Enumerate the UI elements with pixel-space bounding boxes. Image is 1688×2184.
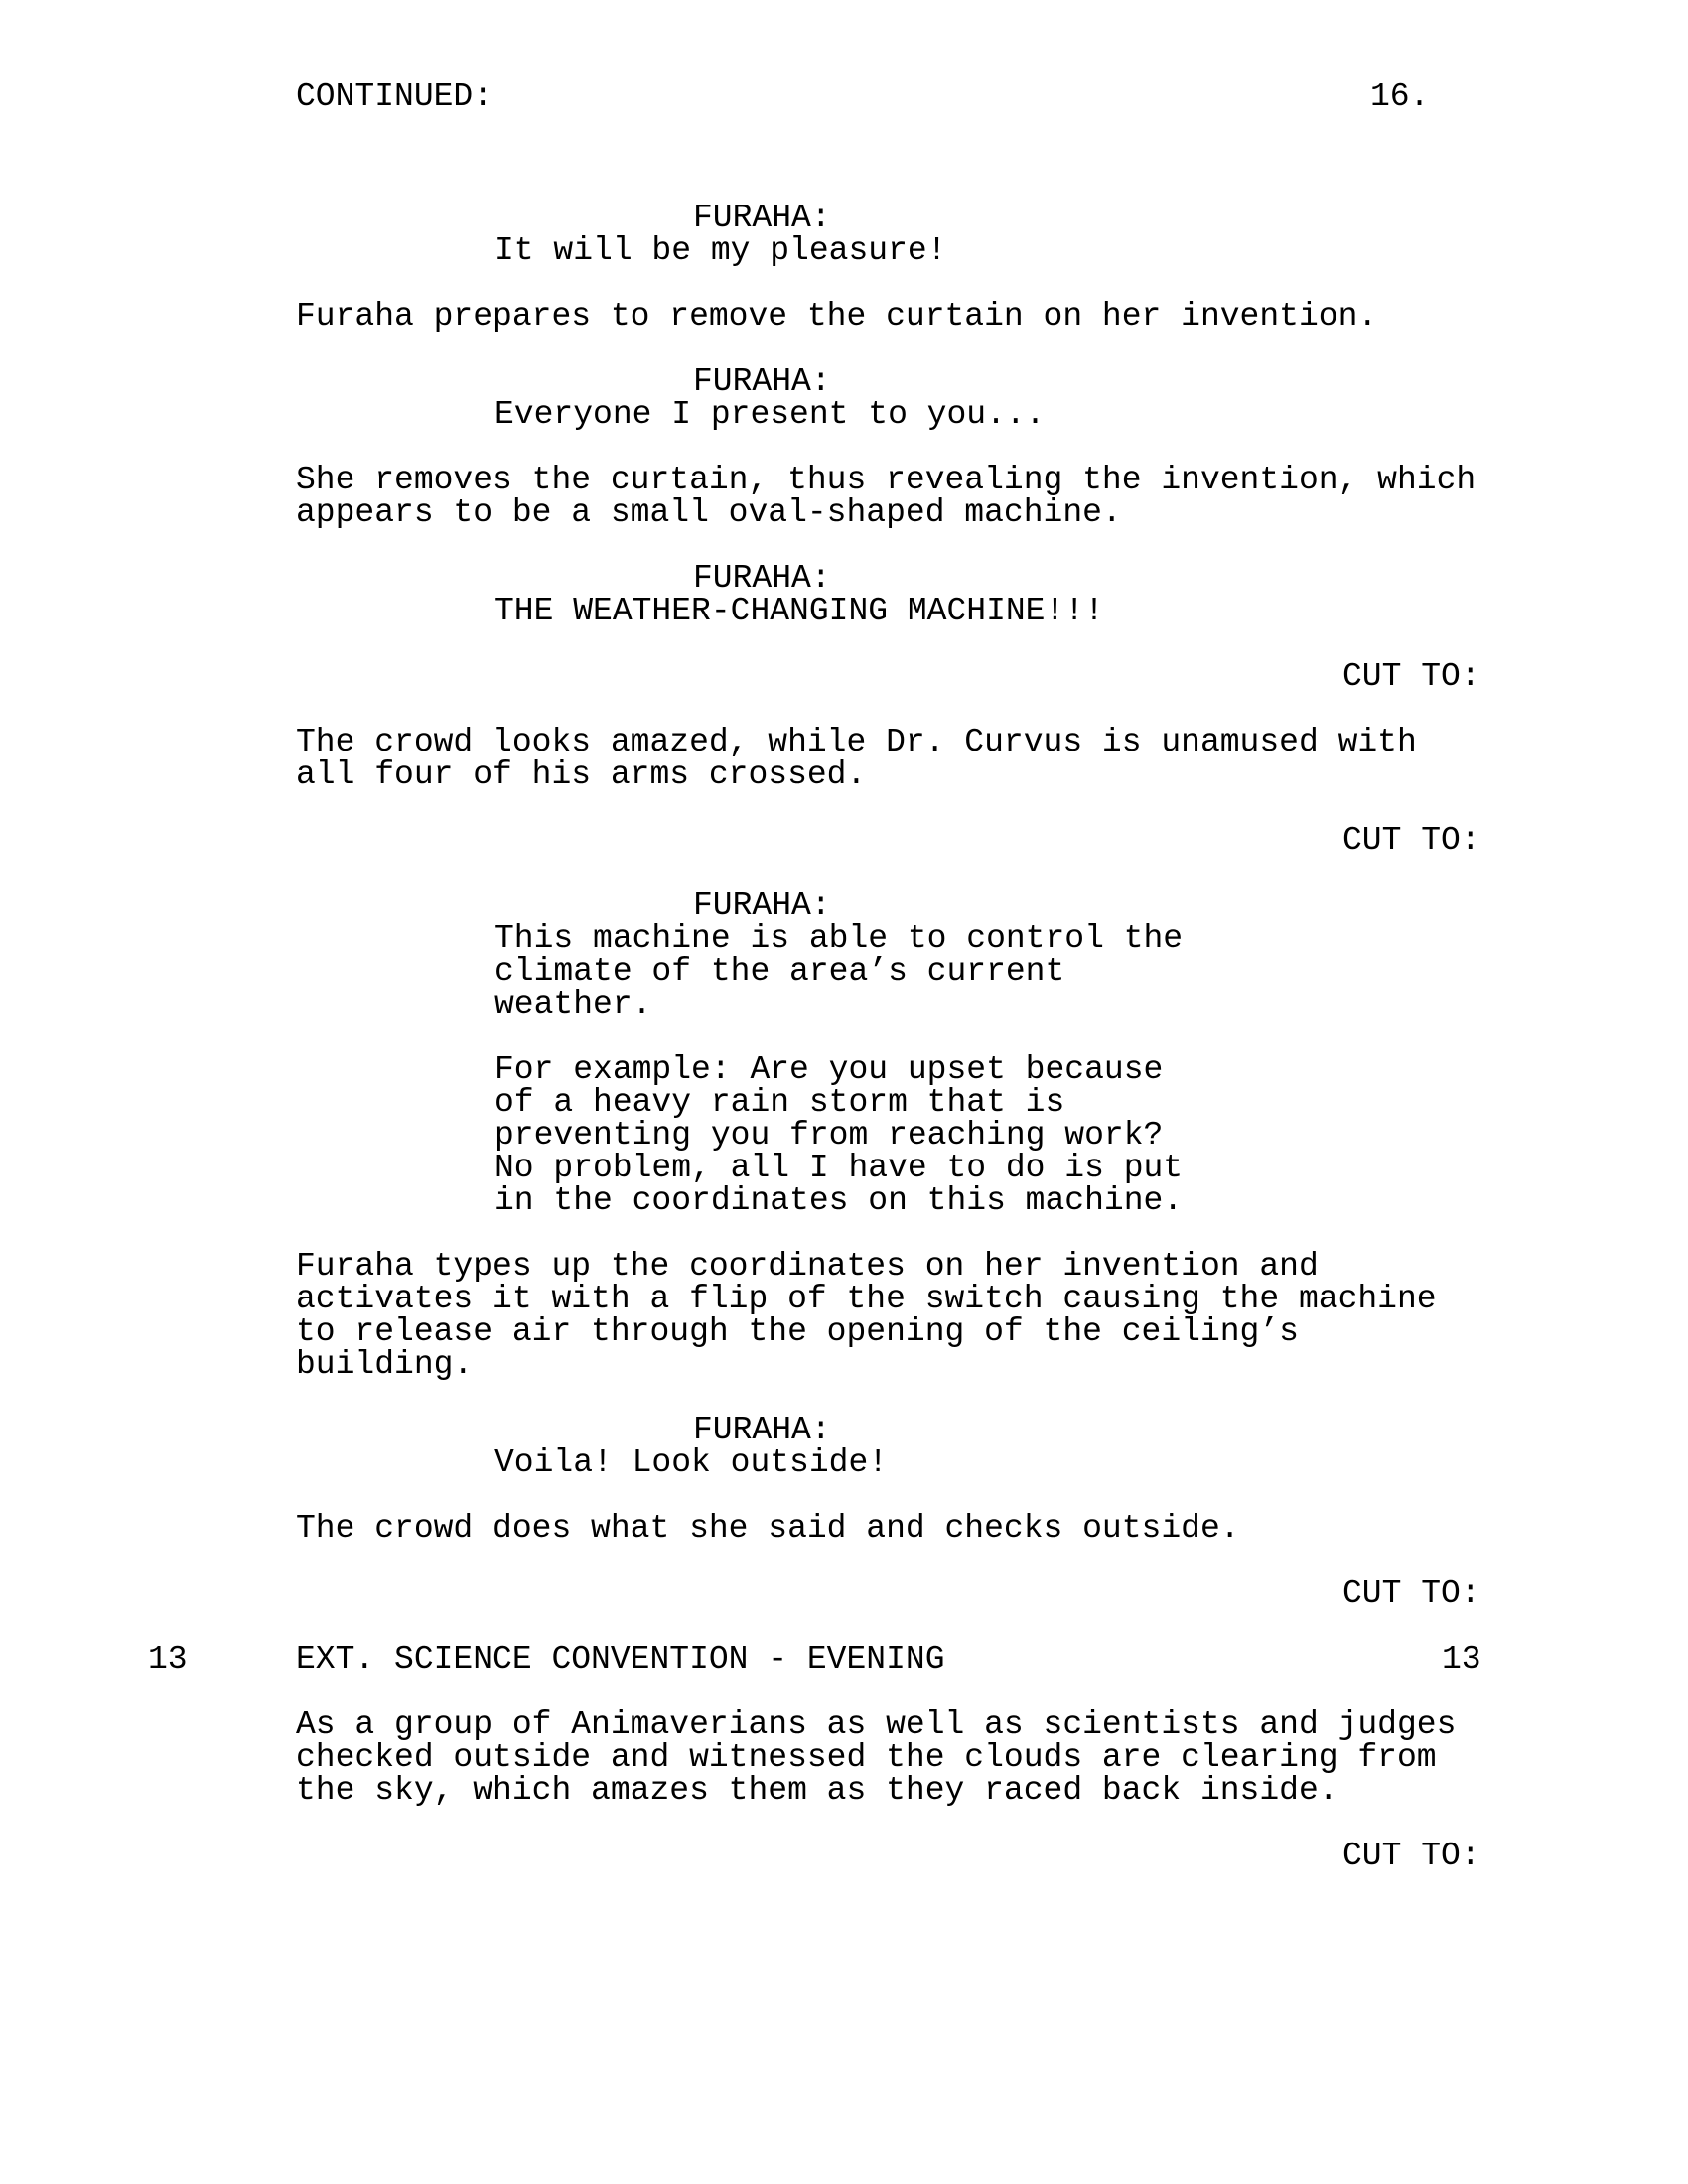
character-name: FURAHA: <box>693 200 831 236</box>
dialogue: Everyone I present to you... <box>494 396 1046 433</box>
action-line: Furaha types up the coordinates on her invention and <box>296 1248 1319 1285</box>
transition: CUT TO: <box>1342 1838 1480 1874</box>
action-line: activates it with a flip of the switch causing the machine <box>296 1281 1437 1317</box>
transition: CUT TO: <box>1342 658 1480 695</box>
scene-number-left: 13 <box>148 1641 188 1678</box>
dialogue: THE WEATHER-CHANGING MACHINE!!! <box>494 593 1104 629</box>
action-line: to release air through the opening of the ceiling’s <box>296 1313 1299 1350</box>
dialogue-line: For example: Are you upset because <box>494 1051 1164 1088</box>
page-number: 16. <box>1370 78 1430 115</box>
dialogue-line: This machine is able to control the <box>494 920 1184 957</box>
action-line: As a group of Animaverians as well as scientists and judges <box>296 1706 1457 1743</box>
continued-label: CONTINUED: <box>296 78 493 115</box>
dialogue-line: No problem, all I have to do is put <box>494 1150 1184 1186</box>
scene-heading: EXT. SCIENCE CONVENTION - EVENING <box>296 1641 945 1678</box>
transition: CUT TO: <box>1342 822 1480 859</box>
character-name: FURAHA: <box>693 363 831 400</box>
dialogue-line: of a heavy rain storm that is <box>494 1084 1065 1121</box>
dialogue: It will be my pleasure! <box>494 232 947 269</box>
action-line: all four of his arms crossed. <box>296 756 867 793</box>
character-name: FURAHA: <box>693 887 831 924</box>
dialogue-line: preventing you from reaching work? <box>494 1117 1164 1154</box>
dialogue-block <box>494 1053 1183 1217</box>
action-block <box>296 1250 1437 1381</box>
dialogue-line: climate of the area’s current <box>494 953 1065 990</box>
action-line: She removes the curtain, thus revealing the invention, which <box>296 462 1477 498</box>
transition: CUT TO: <box>1342 1575 1480 1612</box>
dialogue: Voila! Look outside! <box>494 1444 889 1481</box>
action-block <box>296 464 1476 529</box>
dialogue-line: weather. <box>494 986 652 1023</box>
character-name: FURAHA: <box>693 1412 831 1448</box>
action-line: The crowd does what she said and checks outside. <box>296 1510 1240 1547</box>
action-line: checked outside and witnessed the clouds are clearing from <box>296 1739 1437 1776</box>
action-line: the sky, which amazes them as they raced back inside. <box>296 1772 1338 1809</box>
action-line: building. <box>296 1346 474 1383</box>
action-block <box>296 726 1417 791</box>
dialogue-line: in the coordinates on this machine. <box>494 1182 1184 1219</box>
action-line: Furaha prepares to remove the curtain on her invention. <box>296 298 1378 335</box>
action-line: appears to be a small oval-shaped machine. <box>296 494 1122 531</box>
character-name: FURAHA: <box>693 560 831 597</box>
action-block <box>296 1708 1456 1807</box>
dialogue-block <box>494 922 1183 1021</box>
scene-number-right: 13 <box>1442 1641 1481 1678</box>
action-line: The crowd looks amazed, while Dr. Curvus is unamused with <box>296 724 1417 760</box>
